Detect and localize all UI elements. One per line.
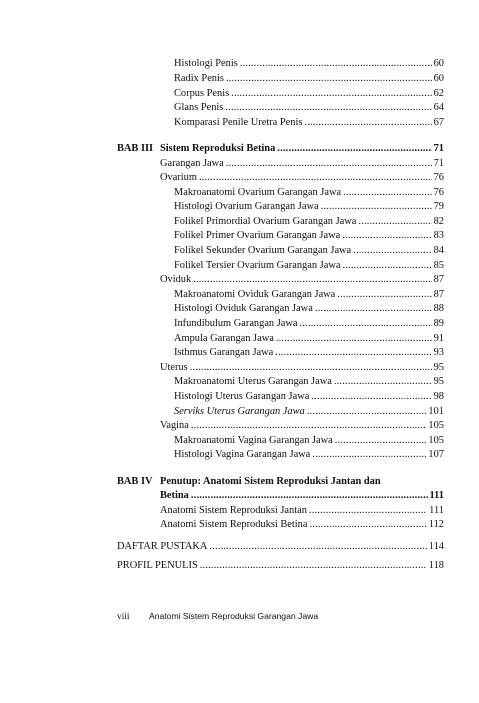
entry-title: Makroanatomi Uterus Garangan Jawa	[174, 376, 332, 387]
toc-entry[interactable]	[174, 375, 444, 389]
toc-entry[interactable]	[174, 186, 444, 200]
toc-entry[interactable]	[174, 57, 444, 71]
leader-dots	[304, 116, 431, 130]
leader-dots	[300, 317, 432, 331]
leader-dots	[342, 229, 431, 243]
entry-page: 101	[428, 406, 444, 417]
toc-entry[interactable]	[117, 540, 444, 554]
entry-title: Infundibulum Garangan Jawa	[174, 318, 298, 329]
toc-entry[interactable]	[174, 288, 444, 302]
entry-title: Makroanatomi Ovarium Garangan Jawa	[174, 187, 342, 198]
toc-entry[interactable]	[160, 273, 444, 287]
entry-page: 95	[433, 376, 444, 387]
toc-entry[interactable]	[174, 448, 444, 462]
entry-page: 71	[433, 143, 444, 154]
leader-dots	[307, 405, 427, 419]
toc-entry[interactable]	[174, 101, 444, 115]
entry-title: Ovarium	[160, 172, 197, 183]
entry-page: 111	[429, 505, 444, 516]
toc-entry[interactable]	[174, 390, 444, 404]
leader-dots	[337, 288, 431, 302]
entry-page: 67	[433, 117, 444, 128]
leader-dots	[311, 390, 431, 404]
toc-entry[interactable]	[174, 116, 444, 130]
entry-page: 87	[433, 274, 444, 285]
entry-page: 91	[433, 333, 444, 344]
entry-title: Folikel Sekunder Ovarium Garangan Jawa	[174, 245, 352, 256]
entry-page: 82	[433, 216, 444, 227]
entry-page: 105	[428, 435, 444, 446]
entry-page: 118	[428, 560, 444, 571]
toc-entry[interactable]	[174, 259, 444, 273]
entry-title: PROFIL PENULIS	[117, 560, 198, 571]
entry-page: 84	[433, 245, 444, 256]
entry-page: 93	[433, 347, 444, 358]
entry-title: Histologi Ovarium Garangan Jawa	[174, 201, 319, 212]
entry-page: 76	[433, 172, 444, 183]
entry-page: 79	[433, 201, 444, 212]
entry-page: 98	[433, 391, 444, 402]
entry-title: Radix Penis	[174, 73, 224, 84]
entry-page: 114	[428, 541, 444, 552]
leader-dots	[315, 302, 432, 316]
toc-entry[interactable]	[174, 244, 444, 258]
entry-page: 89	[433, 318, 444, 329]
toc-entry[interactable]	[160, 419, 444, 433]
entry-title: Vagina	[160, 420, 189, 431]
entry-page: 71	[433, 158, 444, 169]
entry-page: 62	[433, 88, 444, 99]
entry-page: 60	[433, 58, 444, 69]
toc-entry[interactable]	[174, 87, 444, 101]
entry-title: Isthmus Garangan Jawa	[174, 347, 274, 358]
entry-page: 60	[433, 73, 444, 84]
entry-title: Anatomi Sistem Reproduksi Jantan	[160, 505, 307, 516]
toc-entry[interactable]	[117, 559, 444, 573]
entry-page: 105	[428, 420, 444, 431]
toc-entry[interactable]	[174, 346, 444, 360]
toc-entry[interactable]	[174, 434, 444, 448]
toc-entry[interactable]	[174, 72, 444, 86]
leader-dots	[342, 259, 431, 273]
entry-title: Glans Penis	[174, 102, 224, 113]
leader-dots	[226, 157, 432, 171]
footer-page-number: viii	[117, 612, 130, 622]
entry-title: Histologi Uterus Garangan Jawa	[174, 391, 310, 402]
leader-dots	[277, 142, 431, 156]
entry-title: Oviduk	[160, 274, 192, 285]
entry-title: Histologi Vagina Garangan Jawa	[174, 449, 311, 460]
entry-title: Komparasi Penile Uretra Penis	[174, 117, 303, 128]
entry-page: 87	[433, 289, 444, 300]
entry-title: Ampula Garangan Jawa	[174, 333, 274, 344]
footer-book-title: Anatomi Sistem Reproduksi Garangan Jawa	[149, 611, 319, 621]
entry-title: Histologi Penis	[174, 58, 238, 69]
entry-page: 95	[433, 362, 444, 373]
leader-dots	[200, 559, 427, 573]
toc-entry[interactable]	[160, 157, 444, 171]
leader-dots	[321, 200, 432, 214]
chapter-number: BAB IV	[117, 476, 153, 487]
leader-dots	[226, 72, 432, 86]
leader-dots	[335, 434, 427, 448]
entry-page: 85	[433, 260, 444, 271]
toc-entry[interactable]	[160, 504, 444, 518]
entry-title: Sistem Reproduksi Betina	[160, 143, 276, 154]
chapter-number: BAB III	[117, 143, 154, 154]
entry-title: Histologi Oviduk Garangan Jawa	[174, 303, 313, 314]
page-footer	[117, 610, 318, 622]
leader-dots	[343, 186, 432, 200]
leader-dots	[193, 273, 431, 287]
entry-title: Makroanatomi Vagina Garangan Jawa	[174, 435, 333, 446]
entry-title: Folikel Tersier Ovarium Garangan Jawa	[174, 260, 341, 271]
entry-title: Folikel Primer Ovarium Garangan Jawa	[174, 230, 341, 241]
entry-title: Serviks Uterus Garangan Jawa	[174, 406, 305, 417]
leader-dots	[190, 361, 432, 375]
leader-dots	[276, 332, 432, 346]
toc-entry[interactable]	[160, 171, 444, 185]
leader-dots	[334, 375, 432, 389]
chapter-entry[interactable]	[160, 142, 444, 156]
toc-entry[interactable]	[160, 518, 444, 532]
leader-dots	[275, 346, 431, 360]
leader-dots	[309, 504, 427, 518]
leader-dots	[309, 518, 426, 532]
leader-dots	[191, 419, 427, 433]
leader-dots	[231, 87, 431, 101]
leader-dots	[353, 244, 431, 258]
entry-title: Anatomi Sistem Reproduksi Betina	[160, 519, 308, 530]
entry-title: Betina	[160, 490, 189, 501]
toc-entry[interactable]	[174, 302, 444, 316]
entry-page: 111	[429, 490, 444, 501]
entry-title: Uterus	[160, 362, 188, 373]
entry-title: DAFTAR PUSTAKA	[117, 541, 208, 552]
entry-page: 112	[428, 519, 444, 530]
leader-dots	[225, 101, 431, 115]
entry-title: Folikel Primordial Ovarium Garangan Jawa	[174, 216, 357, 227]
leader-dots	[240, 57, 432, 71]
leader-dots	[199, 171, 432, 185]
leader-dots	[358, 215, 431, 229]
toc-entry[interactable]	[174, 229, 444, 243]
entry-page: 64	[433, 102, 444, 113]
entry-title: Makroanatomi Oviduk Garangan Jawa	[174, 289, 336, 300]
chapter-title-line: Penutup: Anatomi Sistem Reproduksi Jantan dan	[160, 476, 381, 487]
leader-dots	[312, 448, 426, 462]
toc-entry[interactable]	[174, 317, 444, 331]
leader-dots	[191, 489, 428, 503]
leader-dots	[209, 540, 426, 554]
entry-page: 83	[433, 230, 444, 241]
entry-page: 88	[433, 303, 444, 314]
toc-entry[interactable]	[174, 332, 444, 346]
chapter-entry[interactable]	[160, 489, 444, 503]
toc-entry[interactable]	[174, 215, 444, 229]
toc-entry[interactable]	[174, 200, 444, 214]
entry-page: 107	[428, 449, 444, 460]
entry-page: 76	[433, 187, 444, 198]
toc-entry[interactable]	[160, 361, 444, 375]
entry-title: Garangan Jawa	[160, 158, 224, 169]
entry-title: Corpus Penis	[174, 88, 230, 99]
toc-entry[interactable]	[174, 405, 444, 419]
